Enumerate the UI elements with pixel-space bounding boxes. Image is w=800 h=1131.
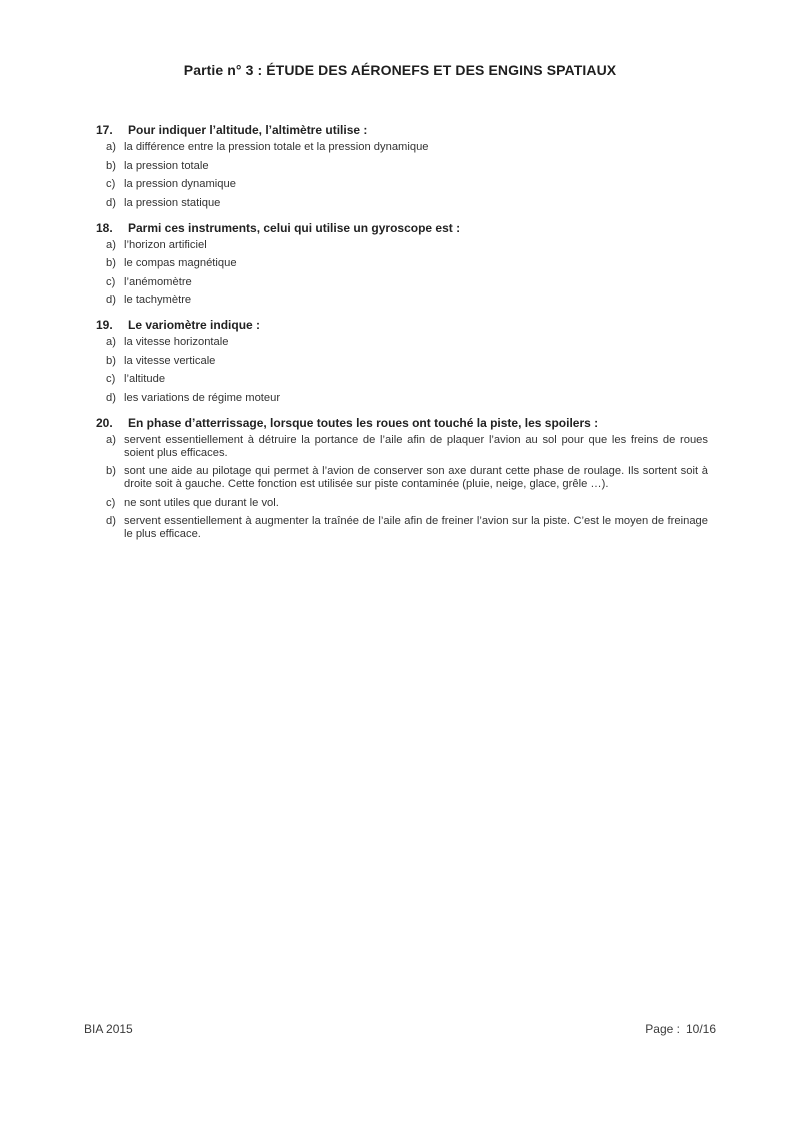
answer-options — [96, 239, 708, 308]
footer-page-indicator — [645, 1022, 716, 1036]
page-title: Partie n° 3 : ÉTUDE DES AÉRONEFS ET DES ENGINS SPATIAUX — [183, 62, 617, 78]
option-text: sont une aide au pilotage qui permet à l’avion de conserver son axe durant cette phase de roulage. Ils sortent soit à droite soit à gauche. Cette fonction est utilisée sur piste contaminée (pluie, neige, glace, grêle …). — [124, 465, 708, 490]
option-letter: c) — [106, 275, 116, 288]
answer-option — [96, 434, 708, 460]
option-text: l’anémomètre — [124, 275, 192, 288]
question-19 — [96, 317, 708, 405]
option-text: l’altitude — [124, 373, 166, 385]
option-text: la vitesse verticale — [124, 354, 216, 367]
question-number: 17. — [96, 123, 113, 137]
option-letter: c) — [106, 496, 116, 509]
option-text: le tachymètre — [124, 294, 192, 306]
question-17 — [96, 122, 708, 210]
answer-options — [96, 434, 708, 542]
option-text: la pression statique — [124, 196, 221, 209]
answer-option — [96, 355, 708, 368]
question-number: 20. — [96, 415, 113, 430]
option-letter: d) — [106, 515, 116, 527]
answer-options — [96, 141, 708, 210]
answer-option — [96, 294, 708, 307]
answer-option — [96, 373, 708, 386]
question-number: 18. — [96, 220, 113, 235]
answer-option — [96, 160, 708, 173]
question-list — [96, 122, 708, 551]
page-number: 10/16 — [685, 1022, 716, 1036]
question-text: En phase d’atterrissage, lorsque toutes les roues ont touché la piste, les spoilers : — [128, 415, 599, 430]
option-letter: c) — [106, 373, 116, 385]
option-letter: d) — [106, 294, 116, 306]
answer-option — [96, 392, 708, 405]
option-text: la vitesse horizontale — [124, 336, 229, 348]
answer-option — [96, 336, 708, 349]
answer-option — [96, 515, 708, 541]
question-header — [96, 122, 708, 139]
answer-option — [96, 178, 708, 191]
question-text: Parmi ces instruments, celui qui utilise un gyroscope est : — [128, 220, 461, 235]
answer-option — [96, 465, 708, 491]
option-letter: c) — [106, 178, 116, 190]
answer-option — [96, 197, 708, 210]
answer-option — [96, 257, 708, 270]
question-18 — [96, 220, 708, 308]
option-letter: d) — [106, 391, 116, 404]
question-header — [96, 415, 708, 432]
option-letter: a) — [106, 238, 116, 251]
answer-option — [96, 141, 708, 154]
option-letter: b) — [106, 354, 116, 367]
option-text: la pression totale — [124, 159, 209, 172]
footer-exam-label: BIA 2015 — [84, 1022, 133, 1036]
option-text: servent essentiellement à détruire la portance de l’aile afin de plaquer l’avion au sol pour que les freins de roues soient plus efficaces. — [124, 433, 708, 459]
question-number: 19. — [96, 318, 113, 332]
question-text: Le variomètre indique : — [128, 318, 261, 332]
option-text: la différence entre la pression totale et la pression dynamique — [124, 141, 429, 153]
option-letter: d) — [106, 196, 116, 209]
answer-option — [96, 276, 708, 289]
option-letter: a) — [106, 336, 116, 348]
option-letter: b) — [106, 159, 116, 172]
option-text: les variations de régime moteur — [124, 391, 281, 404]
question-20 — [96, 415, 708, 542]
answer-option — [96, 497, 708, 510]
option-letter: b) — [106, 465, 116, 477]
option-text: servent essentiellement à augmenter la traînée de l’aile afin de freiner l’avion sur la piste. C’est le moyen de freinage le plus efficace. — [124, 515, 708, 540]
answer-option — [96, 239, 708, 252]
option-letter: a) — [106, 141, 116, 153]
page-label: Page : — [645, 1022, 680, 1036]
option-text: la pression dynamique — [124, 178, 236, 190]
option-letter: a) — [106, 433, 116, 446]
option-text: ne sont utiles que durant le vol. — [124, 496, 279, 509]
option-letter: b) — [106, 257, 116, 269]
question-header — [96, 220, 708, 237]
option-text: l’horizon artificiel — [124, 238, 207, 251]
option-text: le compas magnétique — [124, 257, 237, 269]
answer-options — [96, 336, 708, 405]
question-text: Pour indiquer l’altitude, l’altimètre utilise : — [128, 123, 368, 137]
question-header — [96, 317, 708, 334]
